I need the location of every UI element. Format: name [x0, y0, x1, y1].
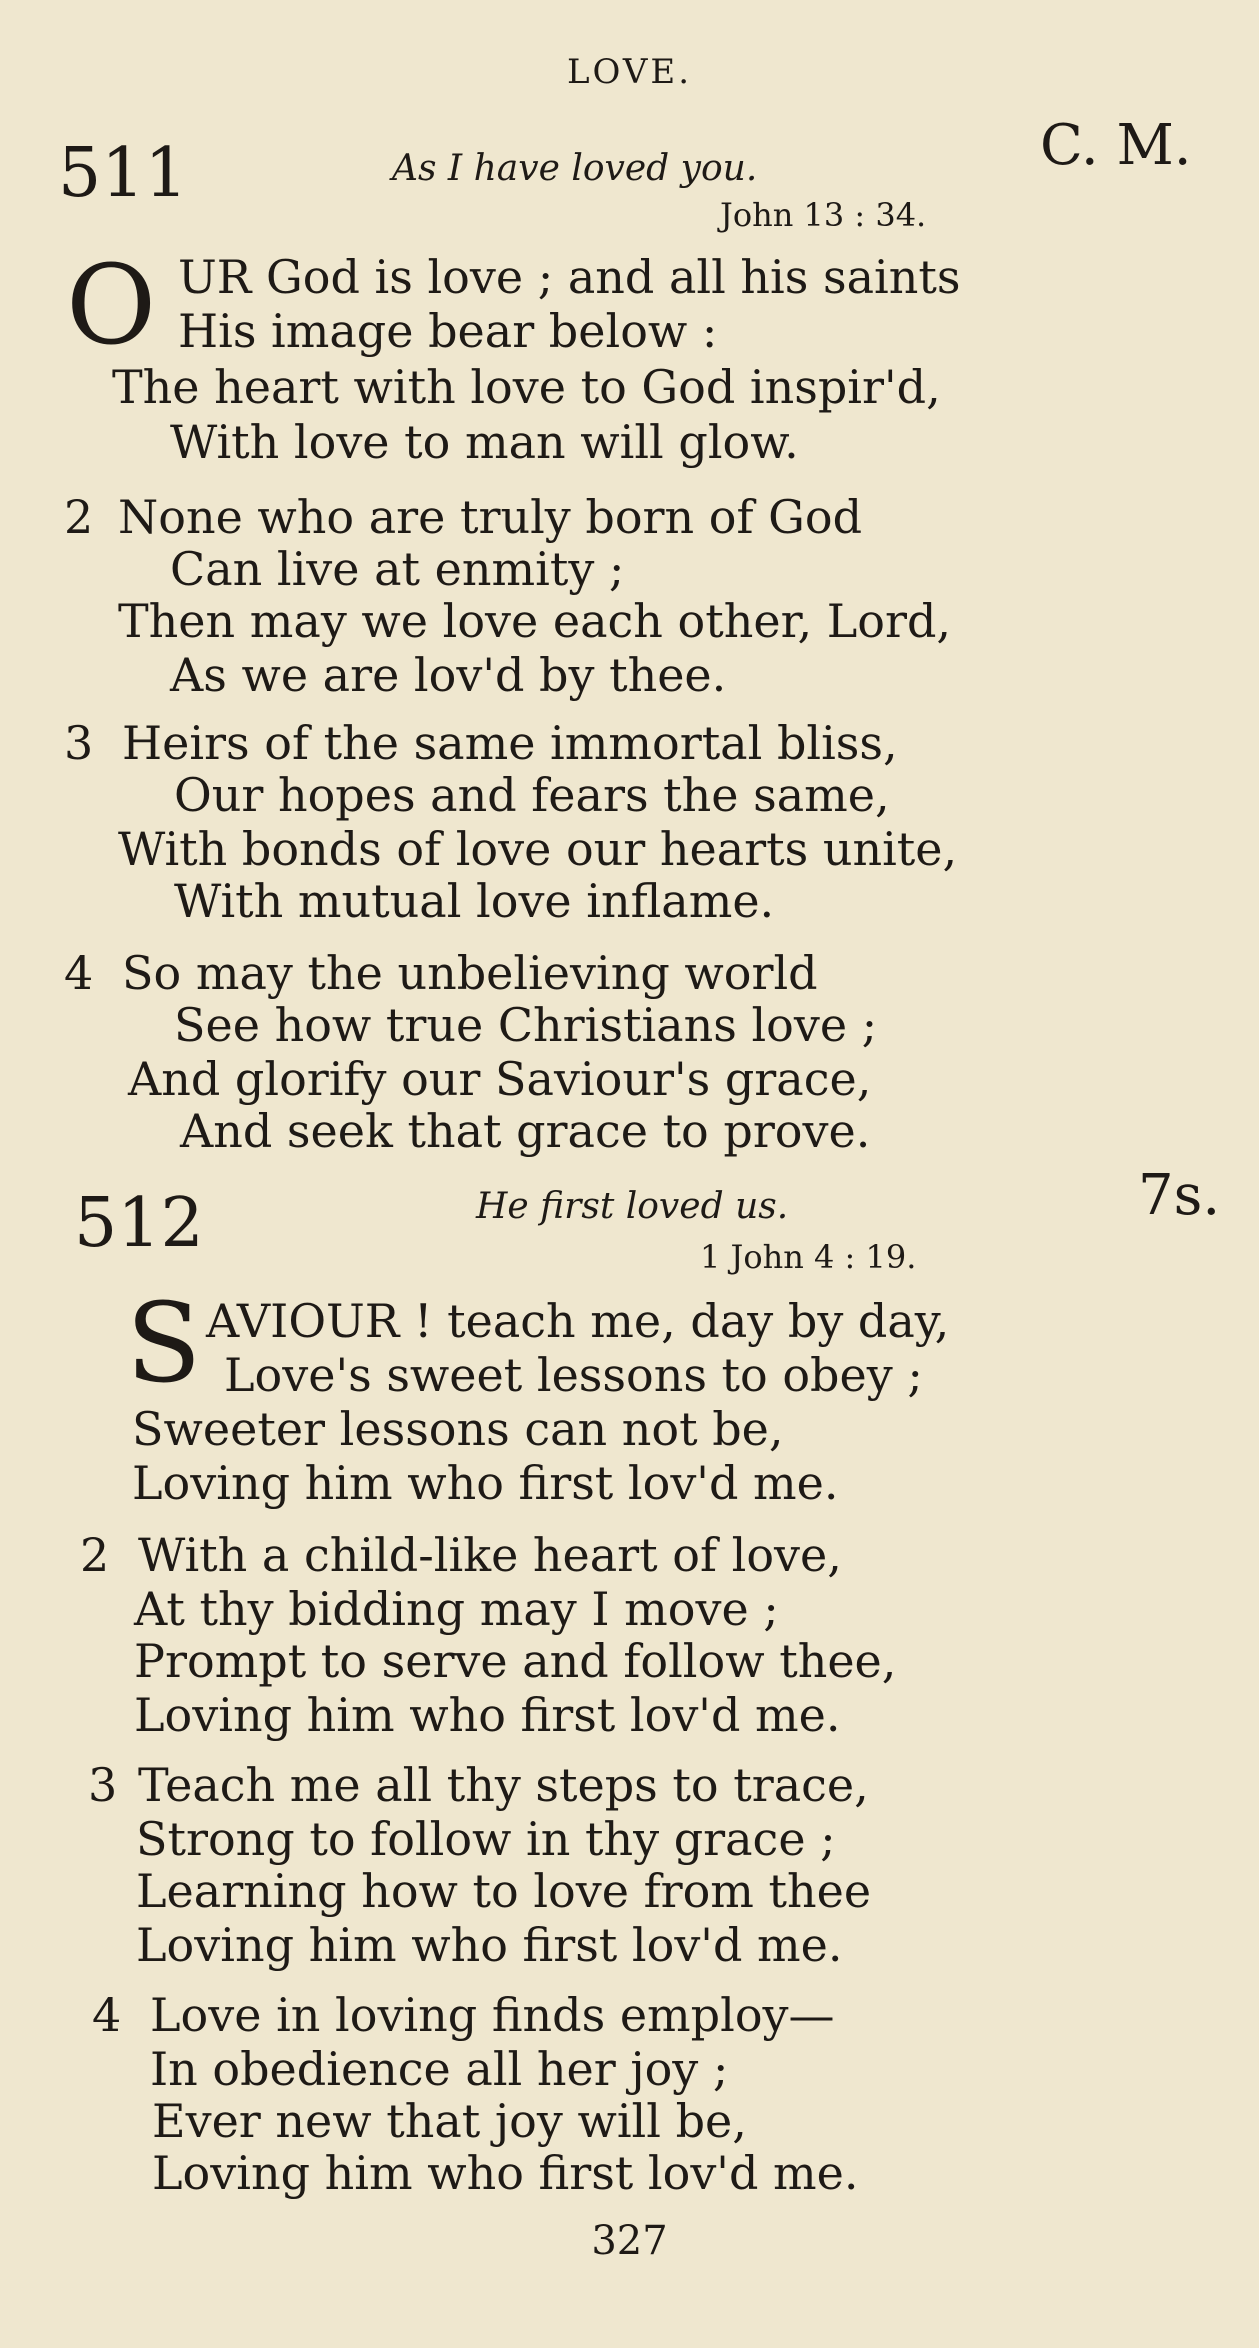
stanza-number: 2	[64, 490, 94, 544]
verse-line: In obedience all her joy ;	[150, 2042, 729, 2096]
verse-line: Loving him who first lov'd me.	[132, 1456, 839, 1510]
verse-line: Love's sweet lessons to obey ;	[224, 1348, 923, 1402]
verse-line: The heart with love to God inspir'd,	[112, 360, 941, 414]
stanza-number: 3	[64, 716, 94, 770]
verse-line: UR God is love ; and all his saints	[178, 250, 961, 304]
verse-line: Learning how to love from thee	[136, 1864, 872, 1918]
stanza-number: 2	[80, 1528, 110, 1582]
verse-line: Prompt to serve and follow thee,	[134, 1634, 897, 1688]
hymn-meter: C. M.	[1040, 113, 1192, 178]
verse-line: And seek that grace to prove.	[180, 1104, 871, 1158]
verse-line: Ever new that joy will be,	[152, 2094, 747, 2148]
verse-line: Loving him who first lov'd me.	[136, 1918, 843, 1972]
hymn-meter: 7s.	[1138, 1163, 1221, 1228]
verse-line: Heirs of the same immortal bliss,	[122, 716, 898, 770]
scripture-reference: 1 John 4 : 19.	[700, 1238, 917, 1276]
verse-line: With bonds of love our hearts unite,	[118, 822, 958, 876]
verse-line: Love in loving finds employ—	[150, 1988, 835, 2042]
verse-line: With mutual love inflame.	[174, 874, 775, 928]
stanza-number: 4	[64, 946, 94, 1000]
hymn-title: He first loved us.	[476, 1186, 789, 1227]
verse-line: Loving him who first lov'd me.	[134, 1688, 841, 1742]
verse-line: AVIOUR ! teach me, day by day,	[206, 1294, 950, 1348]
hymn-number: 511	[58, 134, 188, 213]
verse-line: Then may we love each other, Lord,	[118, 594, 952, 648]
verse-line: Can live at enmity ;	[170, 542, 625, 596]
verse-line: Our hopes and fears the same,	[174, 768, 890, 822]
verse-line: His image bear below :	[178, 304, 718, 358]
verse-line: As we are lov'd by thee.	[170, 648, 727, 702]
verse-line: So may the unbelieving world	[122, 946, 818, 1000]
verse-line: Loving him who first lov'd me.	[152, 2146, 859, 2200]
drop-cap: S	[126, 1279, 202, 1407]
verse-line: Teach me all thy steps to trace,	[138, 1758, 869, 1812]
stanza-number: 4	[92, 1988, 122, 2042]
page-number: 327	[591, 2218, 668, 2264]
verse-line: Sweeter lessons can not be,	[132, 1402, 784, 1456]
stanza-number: 3	[88, 1758, 118, 1812]
running-head: LOVE.	[566, 52, 693, 92]
verse-line: With love to man will glow.	[170, 415, 799, 469]
hymn-title: As I have loved you.	[392, 148, 758, 189]
hymn-number: 512	[74, 1184, 204, 1263]
verse-line: With a child-like heart of love,	[138, 1528, 842, 1582]
verse-line: Strong to follow in thy grace ;	[136, 1812, 836, 1866]
verse-line: None who are truly born of God	[118, 490, 863, 544]
verse-line: At thy bidding may I move ;	[134, 1582, 779, 1636]
drop-cap: O	[66, 241, 157, 369]
scripture-reference: John 13 : 34.	[720, 196, 927, 234]
verse-line: See how true Christians love ;	[174, 998, 878, 1052]
verse-line: And glorify our Saviour's grace,	[128, 1052, 872, 1106]
